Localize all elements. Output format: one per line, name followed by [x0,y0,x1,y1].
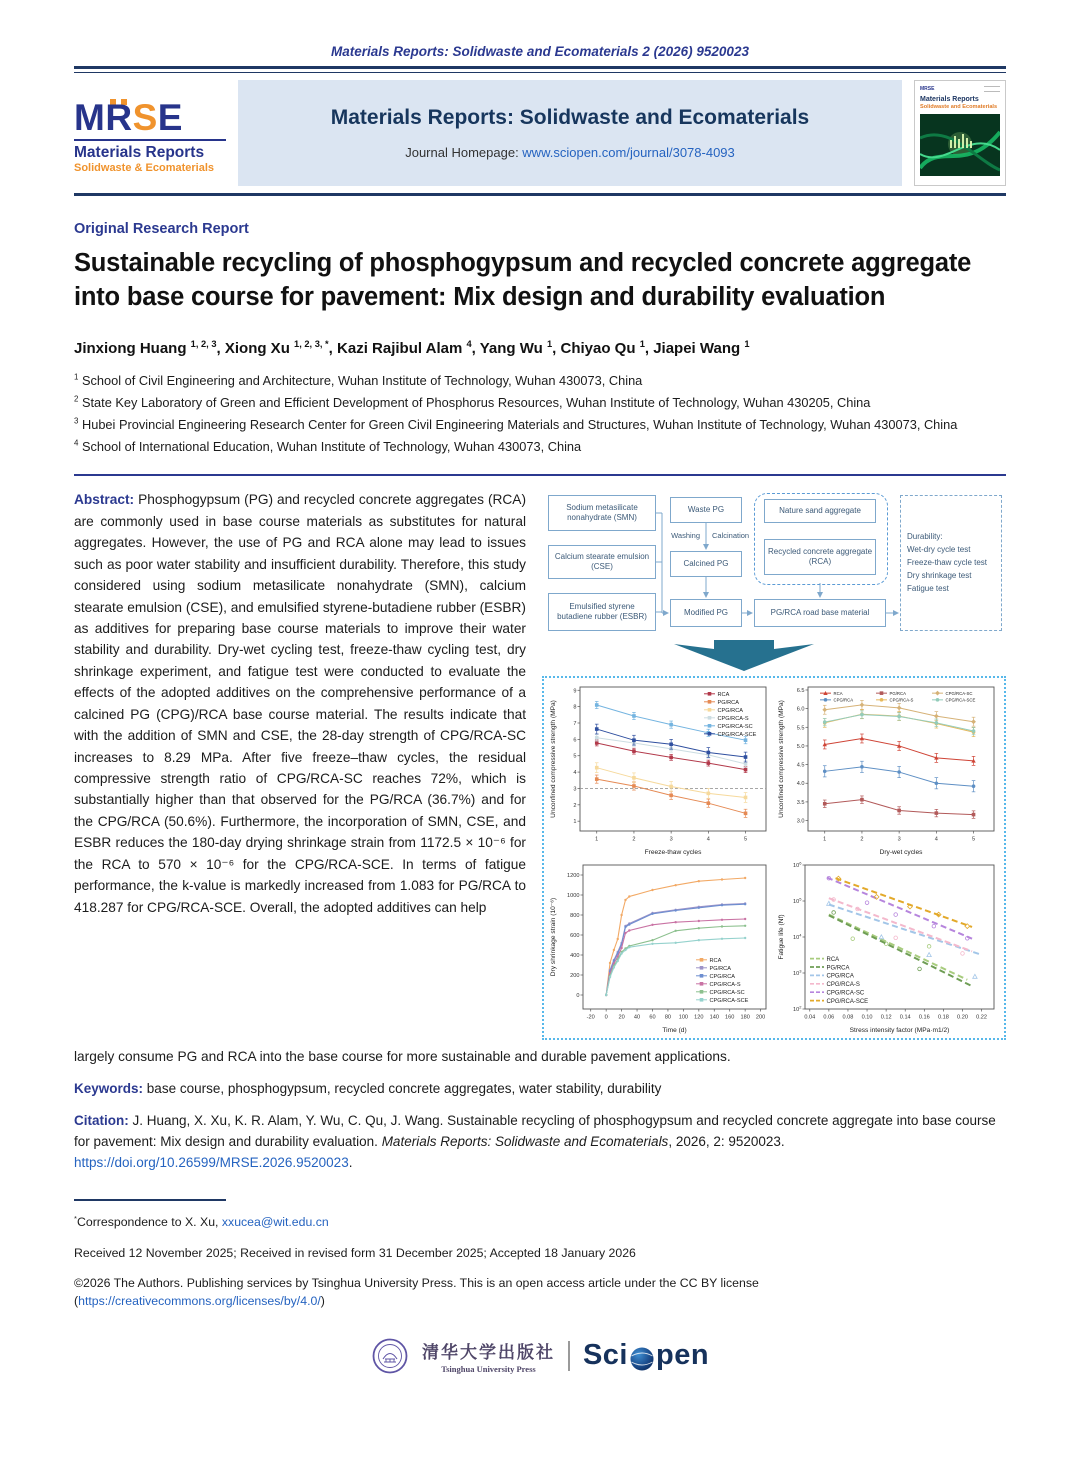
author: Xiong Xu $^{1, 2, 3, *}$ [224,339,329,358]
svg-text:120: 120 [694,1014,704,1021]
svg-text:CPG/RCA-S: CPG/RCA-S [717,716,749,723]
svg-text:3.0: 3.0 [796,818,805,825]
svg-text:180: 180 [740,1014,750,1021]
cover-artwork [920,114,1000,176]
svg-text:3: 3 [897,836,901,843]
svg-text:Fatigue life (Nf): Fatigue life (Nf) [778,914,785,960]
sciopen-text-pre: Sci [582,1339,628,1372]
svg-text:200: 200 [570,973,580,980]
svg-text:RCA: RCA [833,691,843,697]
svg-text:2: 2 [860,836,864,843]
svg-text:0.14: 0.14 [899,1014,911,1021]
svg-text:3: 3 [669,836,673,843]
svg-text:PG/RCA: PG/RCA [826,965,850,972]
header-rule [74,66,1006,73]
svg-text:CPG/RCA: CPG/RCA [709,974,735,981]
tsinghua-press-english: Tsinghua University Press [441,1363,536,1374]
author: Yang Wu $^1$ [479,339,553,358]
svg-text:4: 4 [706,836,710,843]
author: Chiyao Qu $^1$ [560,339,645,358]
svg-text:800: 800 [570,913,580,920]
correspondence-asterisk: * [74,1214,77,1224]
svg-text:6.5: 6.5 [796,688,805,695]
cover-subtitle: Solidwaste and Ecomaterials [920,104,998,111]
logo-letter-s: S [132,96,158,138]
svg-text:0.18: 0.18 [937,1014,949,1021]
svg-text:9: 9 [573,688,577,695]
cover-meta-lines [984,86,1000,92]
citation-end: . [348,1155,353,1171]
svg-text:4: 4 [573,770,577,777]
svg-text:PG/RCA: PG/RCA [889,691,906,697]
flowchart-box-sand: Nature sand aggregate [764,499,876,523]
svg-text:5: 5 [743,836,748,843]
article-title: Sustainable recycling of phosphogypsum and recycled concrete aggregate into base course for pavement: Mix design and durability evaluation [74,249,972,311]
svg-text:200: 200 [755,1014,766,1021]
svg-text:160: 160 [725,1014,735,1021]
svg-text:400: 400 [570,953,580,960]
svg-text:3.5: 3.5 [796,800,805,807]
svg-text:0.20: 0.20 [957,1014,968,1021]
history-line: Received 12 November 2025; Received in revised form 31 December 2025; Accepted 18 January 2026 [74,1245,636,1260]
logo-letter-r: R [105,96,133,138]
author: Jinxiong Huang $^{1, 2, 3}$ [74,339,217,358]
svg-text:40: 40 [633,1014,641,1021]
svg-text:3: 3 [573,786,577,793]
svg-text:CPG/RCA-SC: CPG/RCA-SC [945,691,973,697]
svg-text:0.22: 0.22 [976,1014,988,1021]
mrse-logo-rule [74,139,226,141]
svg-text:106: $10^6$ [793,860,802,870]
svg-text:Unconfined compressive strengt: Unconfined compressive strength (MPa) [778,700,785,819]
citation-block [74,1111,1006,1174]
svg-text:140: 140 [709,1014,719,1021]
results-charts-panel [542,676,1006,1040]
tsinghua-press-chinese: 清华大学出版社 [421,1342,555,1362]
flowchart-box-rca: Recycled concrete aggregate (RCA) [764,539,876,575]
svg-text:2: 2 [573,803,577,810]
flowchart-label-calcination: Calcination [712,531,750,541]
svg-text:Dry shrinkage strain (10⁻⁶): Dry shrinkage strain (10⁻⁶) [550,898,557,977]
journal-title: Materials Reports: Solidwaste and Ecomaterials [330,106,810,129]
svg-text:RCA: RCA [717,692,730,699]
svg-text:102: $10^2$ [793,1004,802,1014]
graphical-abstract-flowchart [542,489,1006,637]
sciopen-text-post: pen [655,1339,710,1372]
affiliation: $^2$ State Key Laboratory of Green and Efficient Development of Phosphorus Resources, Wuhan Institute of Technology, Wuhan 430205, China [74,395,871,411]
chart-dry-shrinkage [546,858,774,1036]
svg-text:5: 5 [573,754,577,761]
mrse-logo-letters [74,96,226,138]
svg-text:CPG/RCA-SCE: CPG/RCA-SCE [709,998,749,1005]
correspondence-line [74,1213,1006,1232]
svg-text:4: 4 [934,836,938,843]
svg-text:Time (d): Time (d) [662,1027,687,1035]
cover-mini-logo: MRSE [920,86,935,92]
mrse-logo-subtitle: Solidwaste & Ecomaterials [74,162,214,175]
svg-text:0.04: 0.04 [804,1014,816,1021]
publisher-logos [74,1337,1006,1375]
svg-text:104: $10^4$ [793,932,802,942]
svg-text:6.0: 6.0 [796,706,805,713]
svg-text:CPG/RCA-SCE: CPG/RCA-SCE [826,999,869,1006]
svg-text:1: 1 [573,819,577,826]
durability-item: Wet-dry cycle test [907,544,971,554]
homepage-link[interactable]: www.sciopen.com/journal/3078-4093 [522,145,735,160]
chart-freeze-thaw [546,680,774,858]
flowchart-box-calcined-pg: Calcined PG [670,551,742,577]
svg-text:5: 5 [971,836,976,843]
svg-text:7: 7 [573,721,577,728]
svg-text:0.10: 0.10 [861,1014,873,1021]
svg-text:100: 100 [678,1014,689,1021]
svg-text:0.06: 0.06 [823,1014,835,1021]
author: Kazi Rajibul Alam $^4$ [337,339,472,358]
affiliation: $^3$ Hubei Provincial Engineering Research Center for Green Civil Engineering Materials and Structures, Wuhan Institute of Technology, Wuhan 430073, China [74,417,958,433]
svg-text:8: 8 [573,704,577,711]
authors-line: Jinxiong Huang $^{1, 2, 3}$, Xiong Xu $^{1, 2, 3, *}$, Kazi Rajibul Alam $^4$, Yang Wu $^1$, Chiyao Qu $^1$, Jiapei Wang $^1$ [74,339,750,358]
footnote-rule [74,1199,226,1201]
svg-text:CPG/RCA-SC: CPG/RCA-SC [826,990,865,997]
tsinghua-press-text [422,1338,555,1374]
flowchart-box-durability [900,495,1002,631]
affiliation: $^1$ School of Civil Engineering and Architecture, Wuhan Institute of Technology, Wuhan 430073, China [74,373,643,389]
svg-text:0: 0 [604,1014,608,1021]
correspondence-text: Correspondence to X. Xu, [76,1215,222,1230]
svg-text:6: 6 [573,737,577,744]
svg-text:PG/RCA: PG/RCA [709,966,731,973]
flowchart-label-washing: Washing [671,531,700,541]
article-type-label: Original Research Report [74,221,249,237]
svg-text:2: 2 [632,836,636,843]
svg-text:CPG/RCA-SC: CPG/RCA-SC [717,724,753,731]
svg-text:4.5: 4.5 [796,762,805,769]
durability-item: Freeze-thaw cycle test [907,557,988,567]
copyright-text: ©2026 The Authors. Publishing services by Tsinghua University Press. This is an open access article under the CC BY license ( [74,1276,759,1309]
svg-text:-20: -20 [586,1014,595,1021]
author: Jiapei Wang $^1$ [653,339,750,358]
svg-text:0.16: 0.16 [918,1014,930,1021]
svg-text:1200: 1200 [567,873,580,880]
svg-text:CPG/RCA-SCE: CPG/RCA-SCE [945,697,976,703]
copyright-close: ) [320,1294,325,1309]
section-rule [74,474,1006,476]
flowchart-box-waste-pg: Waste PG [670,497,742,523]
homepage-label: Journal Homepage: [405,145,523,160]
svg-text:0.12: 0.12 [880,1014,892,1021]
svg-text:600: 600 [570,933,580,940]
svg-text:60: 60 [649,1014,656,1021]
keywords-line [74,1081,1006,1096]
svg-text:0: 0 [576,993,580,1000]
chart-dry-wet [774,680,1002,858]
keywords-text: base course, phosphogypsum, recycled concrete aggregates, water stability, durability [146,1081,662,1097]
flowchart-box-smn: Sodium metasilicate nonahydrate (SMN) [548,495,656,531]
svg-text:Freeze-thaw cycles: Freeze-thaw cycles [644,849,702,857]
mrse-logo [74,80,226,186]
svg-text:CPG/RCA: CPG/RCA [717,708,743,715]
svg-text:80: 80 [664,1014,672,1021]
masthead-rule [74,193,1006,196]
svg-text:1000: 1000 [567,893,580,900]
journal-cover-thumbnail [914,80,1006,186]
citation-journal: Materials Reports: Solidwaste and Ecomaterials [381,1134,669,1150]
svg-text:CPG/RCA: CPG/RCA [833,697,854,703]
abstract-tail: largely consume PG and RCA into the base course for more sustainable and durable pavement applications. [74,1049,731,1065]
svg-text:CPG/RCA-S: CPG/RCA-S [889,697,914,703]
abstract [74,489,526,1040]
abstract-text: Phosphogypsum (PG) and recycled concrete aggregates (RCA) are commonly used in base course materials as substitutes for natural aggregates. However, the use of PG and RCA alone may lead to issues such as poor water stability and insufficient durability. Therefore, this study considered using sodium metasilicate nonahydrate (SMN), calcium stearate emulsion (CSE), and emulsified styrene-butadiene rubber (ESBR) as additives for preparing base course materials to improve their water stability and durability. Dry-wet cycling test, freeze-thaw cycling test, dry shrinkage experiment, and fatigue test were conducted to evaluate the effects of the adopted additives on the comprehensive performance of a calcined PG (CPG)/RCA base course material. The results indicate that with the addition of SMN and CSE, the 28-day strength of CPG/RCA-SC increases to 8.29 MPa. After five freeze–thaw cycles, the residual compressive strength ratio of CPG/RCA-SC reaches 72%, which is substantially higher than that observed for the PG/RCA (36.7%) and for the CPG/RCA (50.6%). Furthermore, the incorporation of SMN, CSE, and ESBR reduces the 180-day drying shrinkage strain from 1172.5 × 10⁻⁶ for the RCA to 570 × 10⁻⁶ for the CPG/RCA-SCE. In terms of fatigue performance, the k-value is markedly increased from 1.083 for PG/RCA to 418.287 for CPG/RCA-SCE. Overall, the adopted additives can help [74,492,526,915]
svg-text:CPG/RCA-SC: CPG/RCA-SC [709,990,745,997]
doi-link[interactable]: https://doi.org/10.26599/MRSE.2026.9520023 [74,1155,349,1171]
svg-text:1: 1 [823,836,827,843]
logo-divider [568,1341,570,1371]
flowchart-box-modified-pg: Modified PG [670,599,742,627]
affiliation: $^4$ School of International Education, Wuhan Institute of Technology, Wuhan 430073, China [74,439,582,455]
svg-text:CPG/RCA-SCE: CPG/RCA-SCE [717,732,757,739]
svg-text:Stress intensity factor (MPa·m: Stress intensity factor (MPa·m1/2) [849,1027,950,1035]
svg-text:RCA: RCA [709,958,722,965]
svg-text:103: $10^3$ [793,968,802,978]
svg-text:CPG/RCA-S: CPG/RCA-S [826,982,860,989]
durability-item: Fatigue test [907,583,949,593]
citation-label: Citation: [74,1113,129,1129]
running-head: Materials Reports: Solidwaste and Ecomaterials 2 (2026) 9520023 [331,44,749,59]
svg-text:CPG/RCA: CPG/RCA [826,973,854,980]
copyright-line [74,1274,1006,1311]
journal-banner [238,80,902,186]
cover-title: Materials Reports [920,96,979,103]
flowchart-box-esbr: Emulsified styrene butadiene rubber (ESBR) [548,593,656,631]
citation-tail: , 2026, 2: 9520023. [668,1134,785,1150]
svg-text:PG/RCA: PG/RCA [717,700,739,707]
sciopen-globe-icon [629,1346,655,1372]
durability-title: Durability: [907,531,943,541]
logo-letter-m: M [74,96,106,138]
svg-text:CPG/RCA-S: CPG/RCA-S [709,982,741,989]
svg-text:20: 20 [618,1014,625,1021]
citation-text: J. Huang, X. Xu, K. R. Alam, Y. Wu, C. Qu, J. Wang. Sustainable recycling of phosphogypsum and recycled concrete aggregate into base course for pavement: Mix design and durability evaluation. [74,1113,996,1150]
svg-text:4.0: 4.0 [796,781,805,788]
sciopen-logo [583,1339,709,1372]
abstract-label: Abstract: [74,492,135,508]
chart-fatigue-life [774,858,1002,1036]
svg-text:105: $10^5$ [793,896,802,906]
durability-item: Dry shrinkage test [907,570,972,580]
svg-text:5.0: 5.0 [796,744,805,751]
svg-text:Dry-wet cycles: Dry-wet cycles [879,849,923,857]
svg-text:RCA: RCA [826,957,840,964]
journal-homepage [405,145,735,160]
keywords-label: Keywords: [74,1081,144,1097]
tsinghua-seal-icon [371,1337,409,1375]
flowchart-box-road-base: PG/RCA road base material [754,599,886,627]
logo-letter-e: E [157,96,183,138]
down-arrow-icon [542,639,1006,673]
mrse-logo-title: Materials Reports [74,144,205,162]
svg-text:5.5: 5.5 [796,725,805,732]
svg-text:Unconfined compressive strengt: Unconfined compressive strength (MPa) [550,700,557,819]
svg-text:0.08: 0.08 [842,1014,854,1021]
affiliations [74,370,1006,458]
email-link[interactable]: xxucea@wit.edu.cn [221,1215,329,1230]
flowchart-box-cse: Calcium stearate emulsion (CSE) [548,545,656,579]
cc-license-link[interactable]: https://creativecommons.org/licenses/by/4.0/ [78,1294,321,1309]
journal-masthead [74,80,1006,186]
graphical-abstract [542,489,1006,1040]
svg-text:1: 1 [595,836,599,843]
